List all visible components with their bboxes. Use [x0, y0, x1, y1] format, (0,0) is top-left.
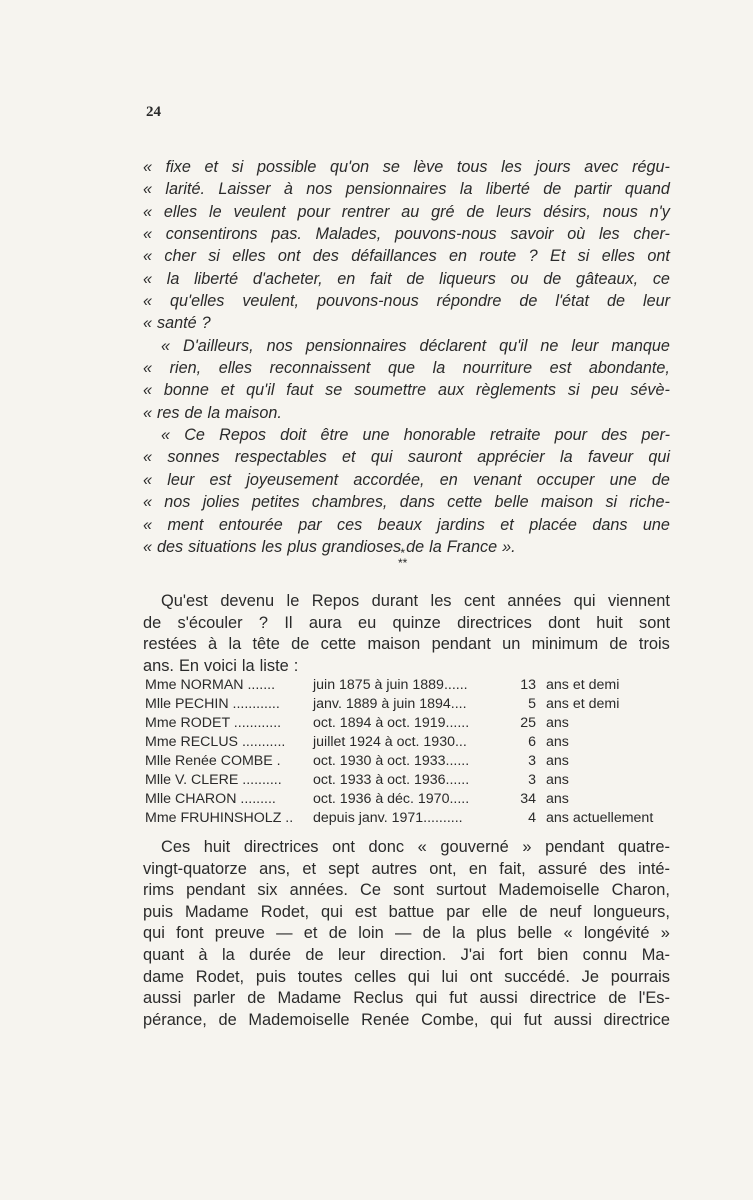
list-item: [145, 771, 675, 790]
quote-line: « Ce Repos doit être une honorable retraite pour des per-: [161, 426, 670, 445]
directrice-name: Mlle PECHIN ............: [145, 696, 280, 712]
directrice-duration: 13: [520, 677, 536, 693]
paragraph-line: aussi parler de Madame Reclus qui fut aussi directrice de l'Es-: [143, 989, 670, 1008]
directrice-period: juin 1875 à juin 1889......: [313, 677, 468, 693]
directrice-period: oct. 1930 à oct. 1933......: [313, 753, 470, 769]
page-number: 24: [146, 104, 161, 120]
directrice-duration: 25: [520, 715, 536, 731]
quote-line: « nos jolies petites chambres, dans cette belle maison si riche-: [143, 493, 670, 512]
paragraph-line: ans. En voici la liste :: [143, 656, 299, 675]
paragraph-line: qui font preuve — et de loin — de la plus belle « longévité »: [143, 924, 670, 943]
directrice-period: janv. 1889 à juin 1894....: [313, 696, 467, 712]
paragraph-line: vingt-quatorze ans, et sept autres ont, en fait, assuré des inté-: [143, 859, 670, 878]
paragraph-line: pérance, de Mademoiselle Renée Combe, qui fut aussi directrice: [143, 1010, 670, 1029]
paragraph-line: Qu'est devenu le Repos durant les cent années qui viennent: [161, 592, 670, 610]
directrice-period: depuis janv. 1971..........: [313, 810, 463, 826]
directrice-period: juillet 1924 à oct. 1930...: [313, 734, 467, 750]
quote-line: « bonne et qu'il faut se soumettre aux règlements si peu sévè-: [143, 381, 670, 400]
quote-line: « ment entourée par ces beaux jardins et placée dans une: [143, 515, 670, 534]
intro-paragraph: [143, 591, 670, 677]
quote-line: « cher si elles ont des défaillances en route ? Et si elles ont: [143, 247, 670, 266]
section-separator: * **: [398, 546, 408, 570]
directrice-duration: 6: [528, 734, 536, 750]
quote-line: « des situations les plus grandioses de la France ».: [143, 537, 516, 556]
directrice-note: ans et demi: [546, 677, 620, 693]
quote-line: « res de la maison.: [143, 403, 282, 422]
quote-line: « fixe et si possible qu'on se lève tous les jours avec régu-: [143, 158, 670, 176]
quote-block: [143, 156, 670, 558]
list-item: [145, 714, 675, 733]
directrice-note: ans actuellement: [546, 810, 654, 826]
directrice-duration: 4: [528, 810, 536, 826]
directrice-name: Mlle V. CLERE ..........: [145, 772, 282, 788]
directrice-note: ans: [546, 715, 569, 731]
list-item: [145, 790, 675, 809]
quote-line: « consentirons pas. Malades, pouvons-nous savoir où les cher-: [143, 225, 670, 244]
paragraph-line: quant à la durée de leur direction. J'ai fort bien connu Ma-: [143, 945, 670, 964]
paragraph-line: de s'écouler ? Il aura eu quinze directrices dont huit sont: [143, 613, 670, 632]
quote-line: « santé ?: [143, 314, 211, 333]
directrices-list: [145, 676, 675, 828]
directrice-period: oct. 1894 à oct. 1919......: [313, 715, 470, 731]
list-item: [145, 752, 675, 771]
directrice-name: Mlle Renée COMBE .: [145, 753, 281, 769]
quote-line: « sonnes respectables et qui sauront apprécier la faveur qui: [143, 448, 670, 467]
directrice-duration: 3: [528, 753, 536, 769]
paragraph-line: puis Madame Rodet, qui est battue par elle de neuf longueurs,: [143, 902, 670, 921]
directrice-period: oct. 1933 à oct. 1936......: [313, 772, 470, 788]
quote-line: « elles le veulent pour rentrer au gré de leurs désirs, nous n'y: [143, 202, 670, 221]
directrice-duration: 5: [528, 696, 536, 712]
directrice-note: ans: [546, 772, 569, 788]
list-item: [145, 676, 675, 695]
directrice-name: Mme NORMAN .......: [145, 677, 276, 693]
directrice-note: ans et demi: [546, 696, 620, 712]
quote-line: « leur est joyeusement accordée, en venant occuper une de: [143, 470, 670, 489]
directrice-note: ans: [546, 791, 569, 807]
quote-line: « qu'elles veulent, pouvons-nous répondre de l'état de leur: [143, 292, 670, 311]
directrice-name: Mme FRUHINSHOLZ ..: [145, 810, 294, 826]
directrice-name: Mme RECLUS ...........: [145, 734, 286, 750]
quote-line: « rien, elles reconnaissent que la nourriture est abondante,: [143, 359, 670, 378]
list-item: [145, 809, 675, 828]
list-item: [145, 695, 675, 714]
quote-line: « larité. Laisser à nos pensionnaires la liberté de partir quand: [143, 180, 670, 199]
directrice-period: oct. 1936 à déc. 1970.....: [313, 791, 470, 807]
quote-line: « la liberté d'acheter, en fait de liqueurs ou de gâteaux, ce: [143, 269, 670, 288]
paragraph-line: dame Rodet, puis toutes celles qui lui ont succédé. Je pourrais: [143, 967, 670, 986]
paragraph-line: restées à la tête de cette maison pendant un minimum de trois: [143, 635, 670, 654]
closing-paragraph: [143, 837, 670, 1031]
directrice-duration: 3: [528, 772, 536, 788]
list-item: [145, 733, 675, 752]
directrice-name: Mlle CHARON .........: [145, 791, 276, 807]
directrice-name: Mme RODET ............: [145, 715, 282, 731]
directrice-note: ans: [546, 753, 569, 769]
quote-line: « D'ailleurs, nos pensionnaires déclarent qu'il ne leur manque: [161, 336, 670, 355]
directrice-duration: 34: [520, 791, 536, 807]
paragraph-line: Ces huit directrices ont donc « gouverné » pendant quatre-: [161, 838, 670, 856]
paragraph-line: rims pendant six années. Ce sont surtout Mademoiselle Charon,: [143, 881, 670, 900]
directrice-note: ans: [546, 734, 569, 750]
